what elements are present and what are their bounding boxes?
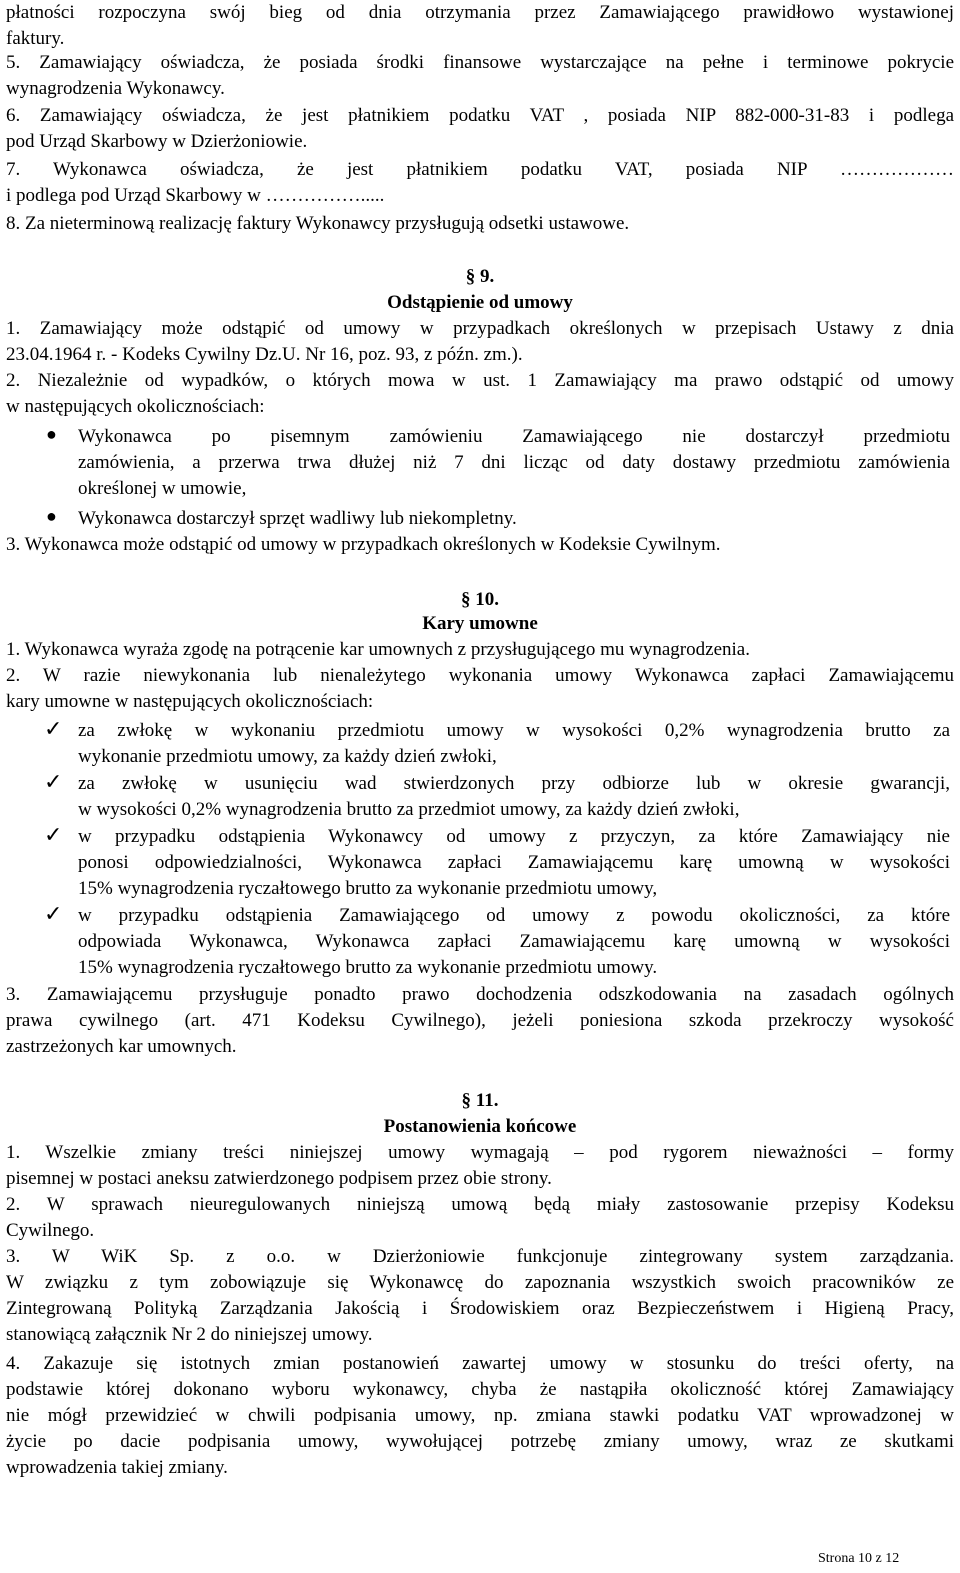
check-line: 15% wynagrodzenia ryczałtowego brutto za wykonanie przedmiotu umowy, [78,878,658,899]
text-line: podstawie której dokonano wyboru wykonawcy, chyba że nastąpiła okoliczność której Zamawiający [6,1379,954,1400]
text-line: 8. Za nieterminową realizację faktury Wykonawcy przysługują odsetki ustawowe. [6,213,630,234]
bullet-icon: ● [46,506,57,526]
text-line: nie mógł przewidzieć w chwili podpisania umowy, np. zmiana stawki podatku VAT wprowadzonej w [6,1405,954,1426]
text-line: 3. Zamawiającemu przysługuje ponadto prawo dochodzenia odszkodowania na zasadach ogólnych [6,984,954,1005]
section-title: Postanowienia końcowe [383,1116,577,1137]
text-line: pod Urząd Skarbowy w Dzierżoniowie. [6,131,308,152]
text-line: i podlega pod Urząd Skarbowy w ……………..... [6,185,385,206]
text-line: płatności rozpoczyna swój bieg od dnia otrzymania przez Zamawiającego prawidłowo wystawionej [6,2,954,23]
check-line: w wysokości 0,2% wynagrodzenia brutto za przedmiot umowy, za każdy dzień zwłoki, [78,799,740,820]
text-line: 1. Wszelkie zmiany treści niniejszej umowy wymagają – pod rygorem nieważności – formy [6,1142,954,1163]
text-line: 3. Wykonawca może odstąpić od umowy w przypadkach określonych w Kodeksie Cywilnym. [6,534,721,555]
text-line: Cywilnego. [6,1220,95,1241]
text-line: kary umowne w następujących okolicznościach: [6,691,374,712]
check-line: 15% wynagrodzenia ryczałtowego brutto za wykonanie przedmiotu umowy. [78,957,658,978]
text-line: życie po dacie podpisania umowy, wywołującej potrzebę zmiany umowy, wraz ze skutkami [6,1431,954,1452]
text-line: 7. Wykonawca oświadcza, że jest płatnikiem podatku VAT, posiada NIP ……………… [6,159,954,180]
text-line: w następujących okolicznościach: [6,396,265,417]
text-line: 1. Zamawiający może odstąpić od umowy w przypadkach określonych w przepisach Ustawy z dnia [6,318,954,339]
bullet-line: zamówienia, a przerwa trwa dłużej niż 7 dni licząc od daty dostawy przedmiotu zamówienia [78,452,950,473]
text-line: 2. W razie niewykonania lub nienależytego wykonania umowy Wykonawca zapłaci Zamawiającemu [6,665,954,686]
text-line: 2. Niezależnie od wypadków, o których mowa w ust. 1 Zamawiający ma prawo odstąpić od umowy [6,370,954,391]
check-line: odpowiada Wykonawca, Wykonawca zapłaci Zamawiającemu karę umowną w wysokości [78,931,950,952]
section-title: Kary umowne [422,613,538,634]
section-title: Odstąpienie od umowy [387,292,573,313]
bullet-line: Wykonawca dostarczył sprzęt wadliwy lub niekompletny. [78,508,517,529]
text-line: 23.04.1964 r. - Kodeks Cywilny Dz.U. Nr 16, poz. 93, z późn. zm.). [6,344,523,365]
check-line: za zwłokę w wykonaniu przedmiotu umowy w wysokości 0,2% wynagrodzenia brutto za [78,720,950,741]
text-line: W związku z tym zobowiązuje się Wykonawcę do zapoznania wszystkich swoich pracowników ze [6,1272,954,1293]
text-line: 5. Zamawiający oświadcza, że posiada środki finansowe wystarczające na pełne i terminowe pokrycie [6,52,954,73]
section-number: § 11. [461,1090,499,1111]
check-line: w przypadku odstąpienia Zamawiającego od umowy z powodu okoliczności, za które [78,905,950,926]
checkmark-icon: ✓ [44,901,63,926]
text-line: pisemnej w postaci aneksu zatwierdzonego podpisem przez obie strony. [6,1168,552,1189]
text-line: faktury. [6,28,65,49]
text-line: zastrzeżonych kar umownych. [6,1036,237,1057]
text-line: stanowiącą załącznik Nr 2 do niniejszej umowy. [6,1324,373,1345]
text-line: 2. W sprawach nieuregulowanych niniejszą umową będą miały zastosowanie przepisy Kodeksu [6,1194,954,1215]
text-line: wprowadzenia takiej zmiany. [6,1457,228,1478]
page-number: Strona 10 z 12 [818,1551,900,1566]
text-line: prawa cywilnego (art. 471 Kodeksu Cywilnego), jeżeli poniesiona szkoda przekroczy wysokość [6,1010,954,1031]
bullet-line: Wykonawca po pisemnym zamówieniu Zamawiającego nie dostarczył przedmiotu [78,426,950,447]
check-line: ponosi odpowiedzialności, Wykonawca zapłaci Zamawiającemu karę umowną w wysokości [78,852,950,873]
section-number: § 10. [461,589,499,610]
check-line: wykonanie przedmiotu umowy, za każdy dzień zwłoki, [78,746,497,767]
check-line: za zwłokę w usunięciu wad stwierdzonych przy odbiorze lub w okresie gwarancji, [78,773,950,794]
checkmark-icon: ✓ [44,716,63,741]
checkmark-icon: ✓ [44,822,63,847]
bullet-line: określonej w umowie, [78,478,247,499]
text-line: 4. Zakazuje się istotnych zmian postanowień zawartej umowy w stosunku do treści oferty, na [6,1353,954,1374]
text-line: 3. W WiK Sp. z o.o. w Dzierżoniowie funkcjonuje zintegrowany system zarządzania. [6,1246,954,1267]
bullet-icon: ● [46,424,57,444]
text-line: wynagrodzenia Wykonawcy. [6,78,225,99]
text-line: 1. Wykonawca wyraża zgodę na potrącenie kar umownych z przysługującego mu wynagrodzenia. [6,639,750,660]
text-line: Zintegrowaną Polityką Zarządzania Jakością i Środowiskiem oraz Bezpieczeństwem i Higieną Pracy, [6,1298,954,1319]
check-line: w przypadku odstąpienia Wykonawcy od umowy z przyczyn, za które Zamawiający nie [78,826,950,847]
section-number: § 9. [465,266,495,287]
text-line: 6. Zamawiający oświadcza, że jest płatnikiem podatku VAT , posiada NIP 882-000-31-83 i podlega [6,105,954,126]
checkmark-icon: ✓ [44,769,63,794]
